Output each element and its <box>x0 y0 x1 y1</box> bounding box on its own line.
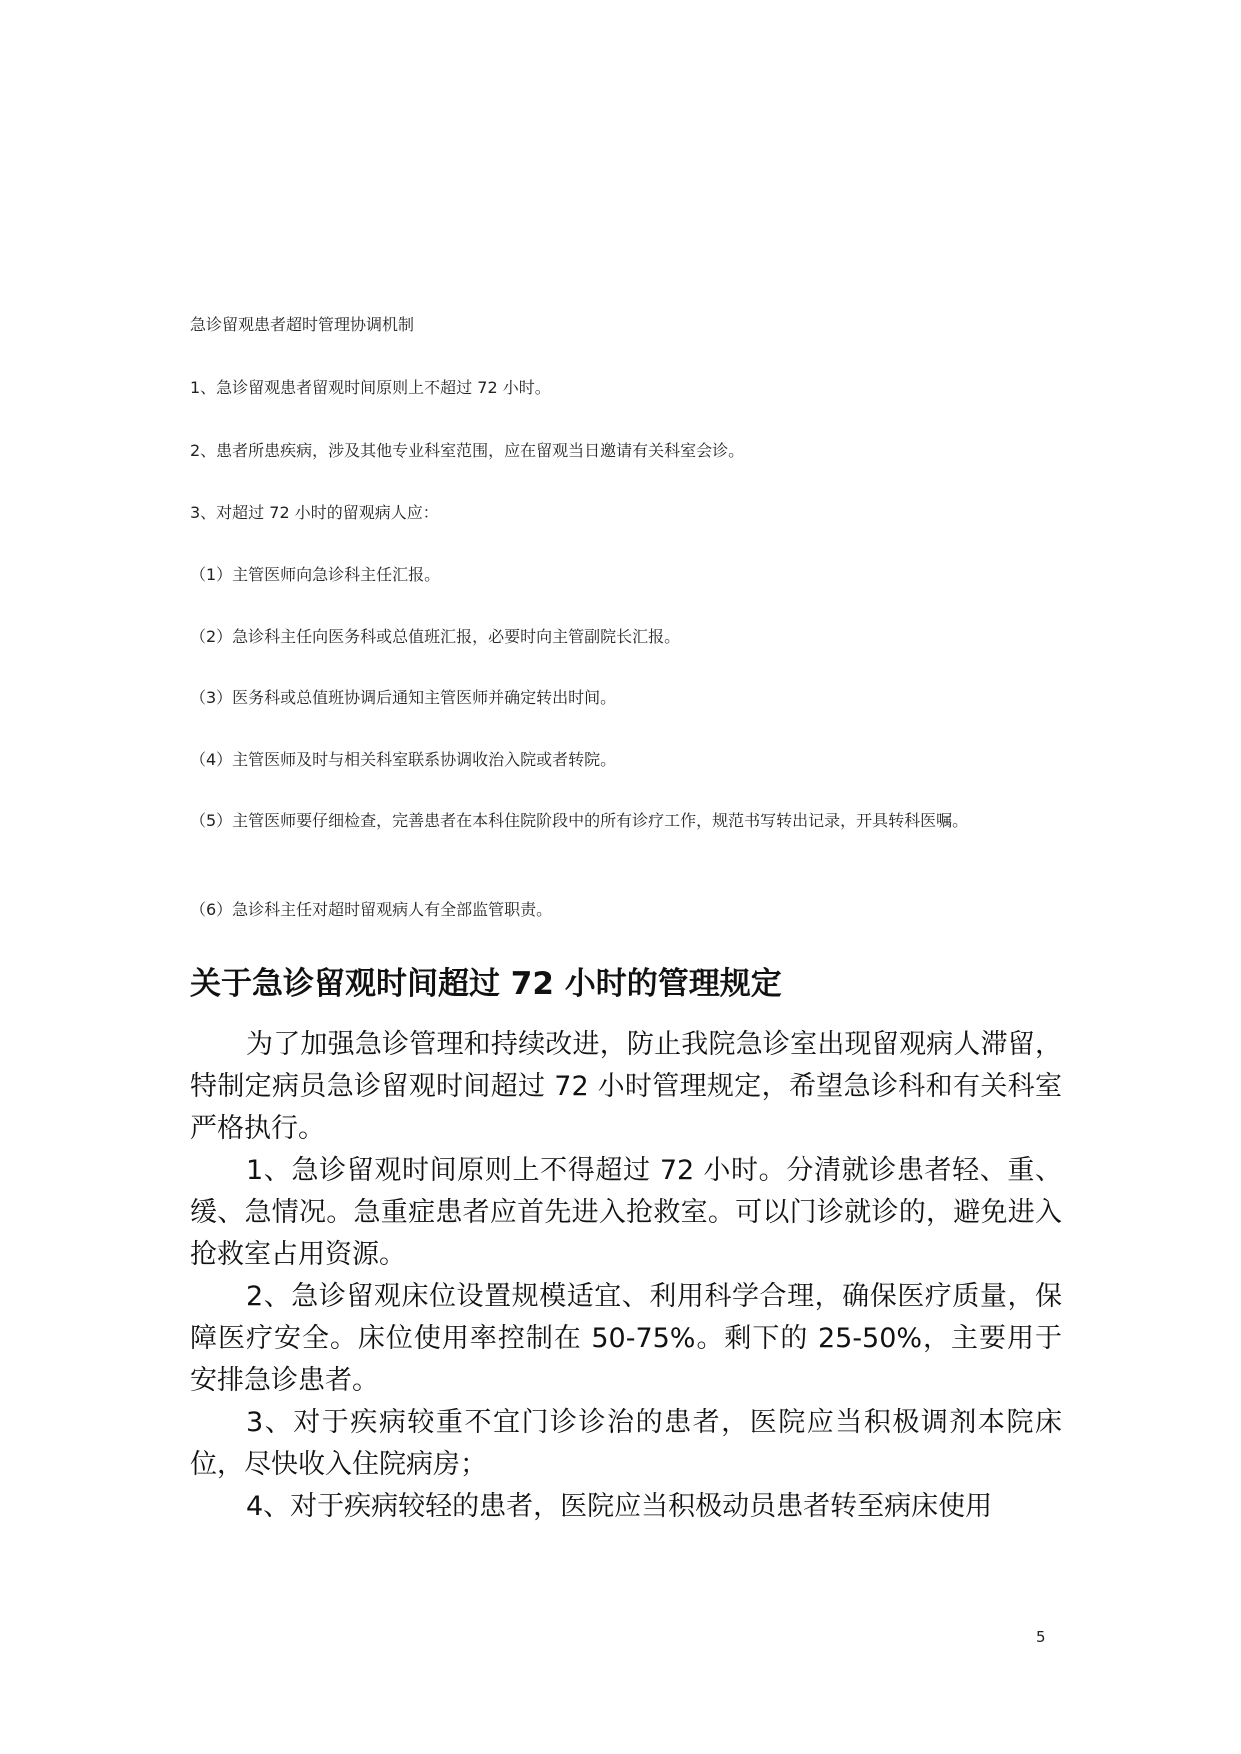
regulation-paragraph-1: 1、急诊留观时间原则上不得超过 72 小时。分清就诊患者轻、重、缓、急情况。急重症患者应首先进入抢救室。可以门诊就诊的，避免进入抢救室占用资源。 <box>190 1155 1062 1270</box>
mechanism-sub-item-3: （3）医务科或总值班协调后通知主管医师并确定转出时间。 <box>190 688 617 707</box>
mechanism-sub-item-5: （5）主管医师要仔细检查，完善患者在本科住院阶段中的所有诊疗工作，规范书写转出记录，开具转科医嘱。 <box>190 811 969 830</box>
regulation-paragraph-intro: 为了加强急诊管理和持续改进，防止我院急诊室出现留观病人滞留，特制定病员急诊留观时间超过 72 小时管理规定，希望急诊科和有关科室严格执行。 <box>190 1029 1062 1144</box>
regulation-paragraph-4: 4、对于疾病较轻的患者，医院应当积极动员患者转至病床使用 <box>246 1491 993 1522</box>
mechanism-item-1: 1、急诊留观患者留观时间原则上不超过 72 小时。 <box>190 378 551 397</box>
mechanism-sub-item-6: （6）急诊科主任对超时留观病人有全部监管职责。 <box>190 900 553 919</box>
mechanism-item-3: 3、对超过 72 小时的留观病人应： <box>190 503 439 522</box>
regulation-paragraph-3: 3、对于疾病较重不宜门诊诊治的患者，医院应当积极调剂本院床位，尽快收入住院病房； <box>190 1407 1062 1480</box>
mechanism-title: 急诊留观患者超时管理协调机制 <box>190 315 415 334</box>
mechanism-item-2: 2、患者所患疾病，涉及其他专业科室范围，应在留观当日邀请有关科室会诊。 <box>190 441 745 460</box>
mechanism-sub-item-2: （2）急诊科主任向医务科或总值班汇报，必要时向主管副院长汇报。 <box>190 627 681 646</box>
mechanism-sub-item-1: （1）主管医师向急诊科主任汇报。 <box>190 565 441 584</box>
regulation-paragraph-2: 2、急诊留观床位设置规模适宜、利用科学合理，确保医疗质量，保障医疗安全。床位使用率控制在 50-75%。剩下的 25-50%，主要用于安排急诊患者。 <box>190 1281 1062 1396</box>
regulation-title: 关于急诊留观时间超过 72 小时的管理规定 <box>190 966 782 1002</box>
mechanism-sub-item-4: （4）主管医师及时与相关科室联系协调收治入院或者转院。 <box>190 750 617 769</box>
page-number: 5 <box>1036 1628 1046 1646</box>
